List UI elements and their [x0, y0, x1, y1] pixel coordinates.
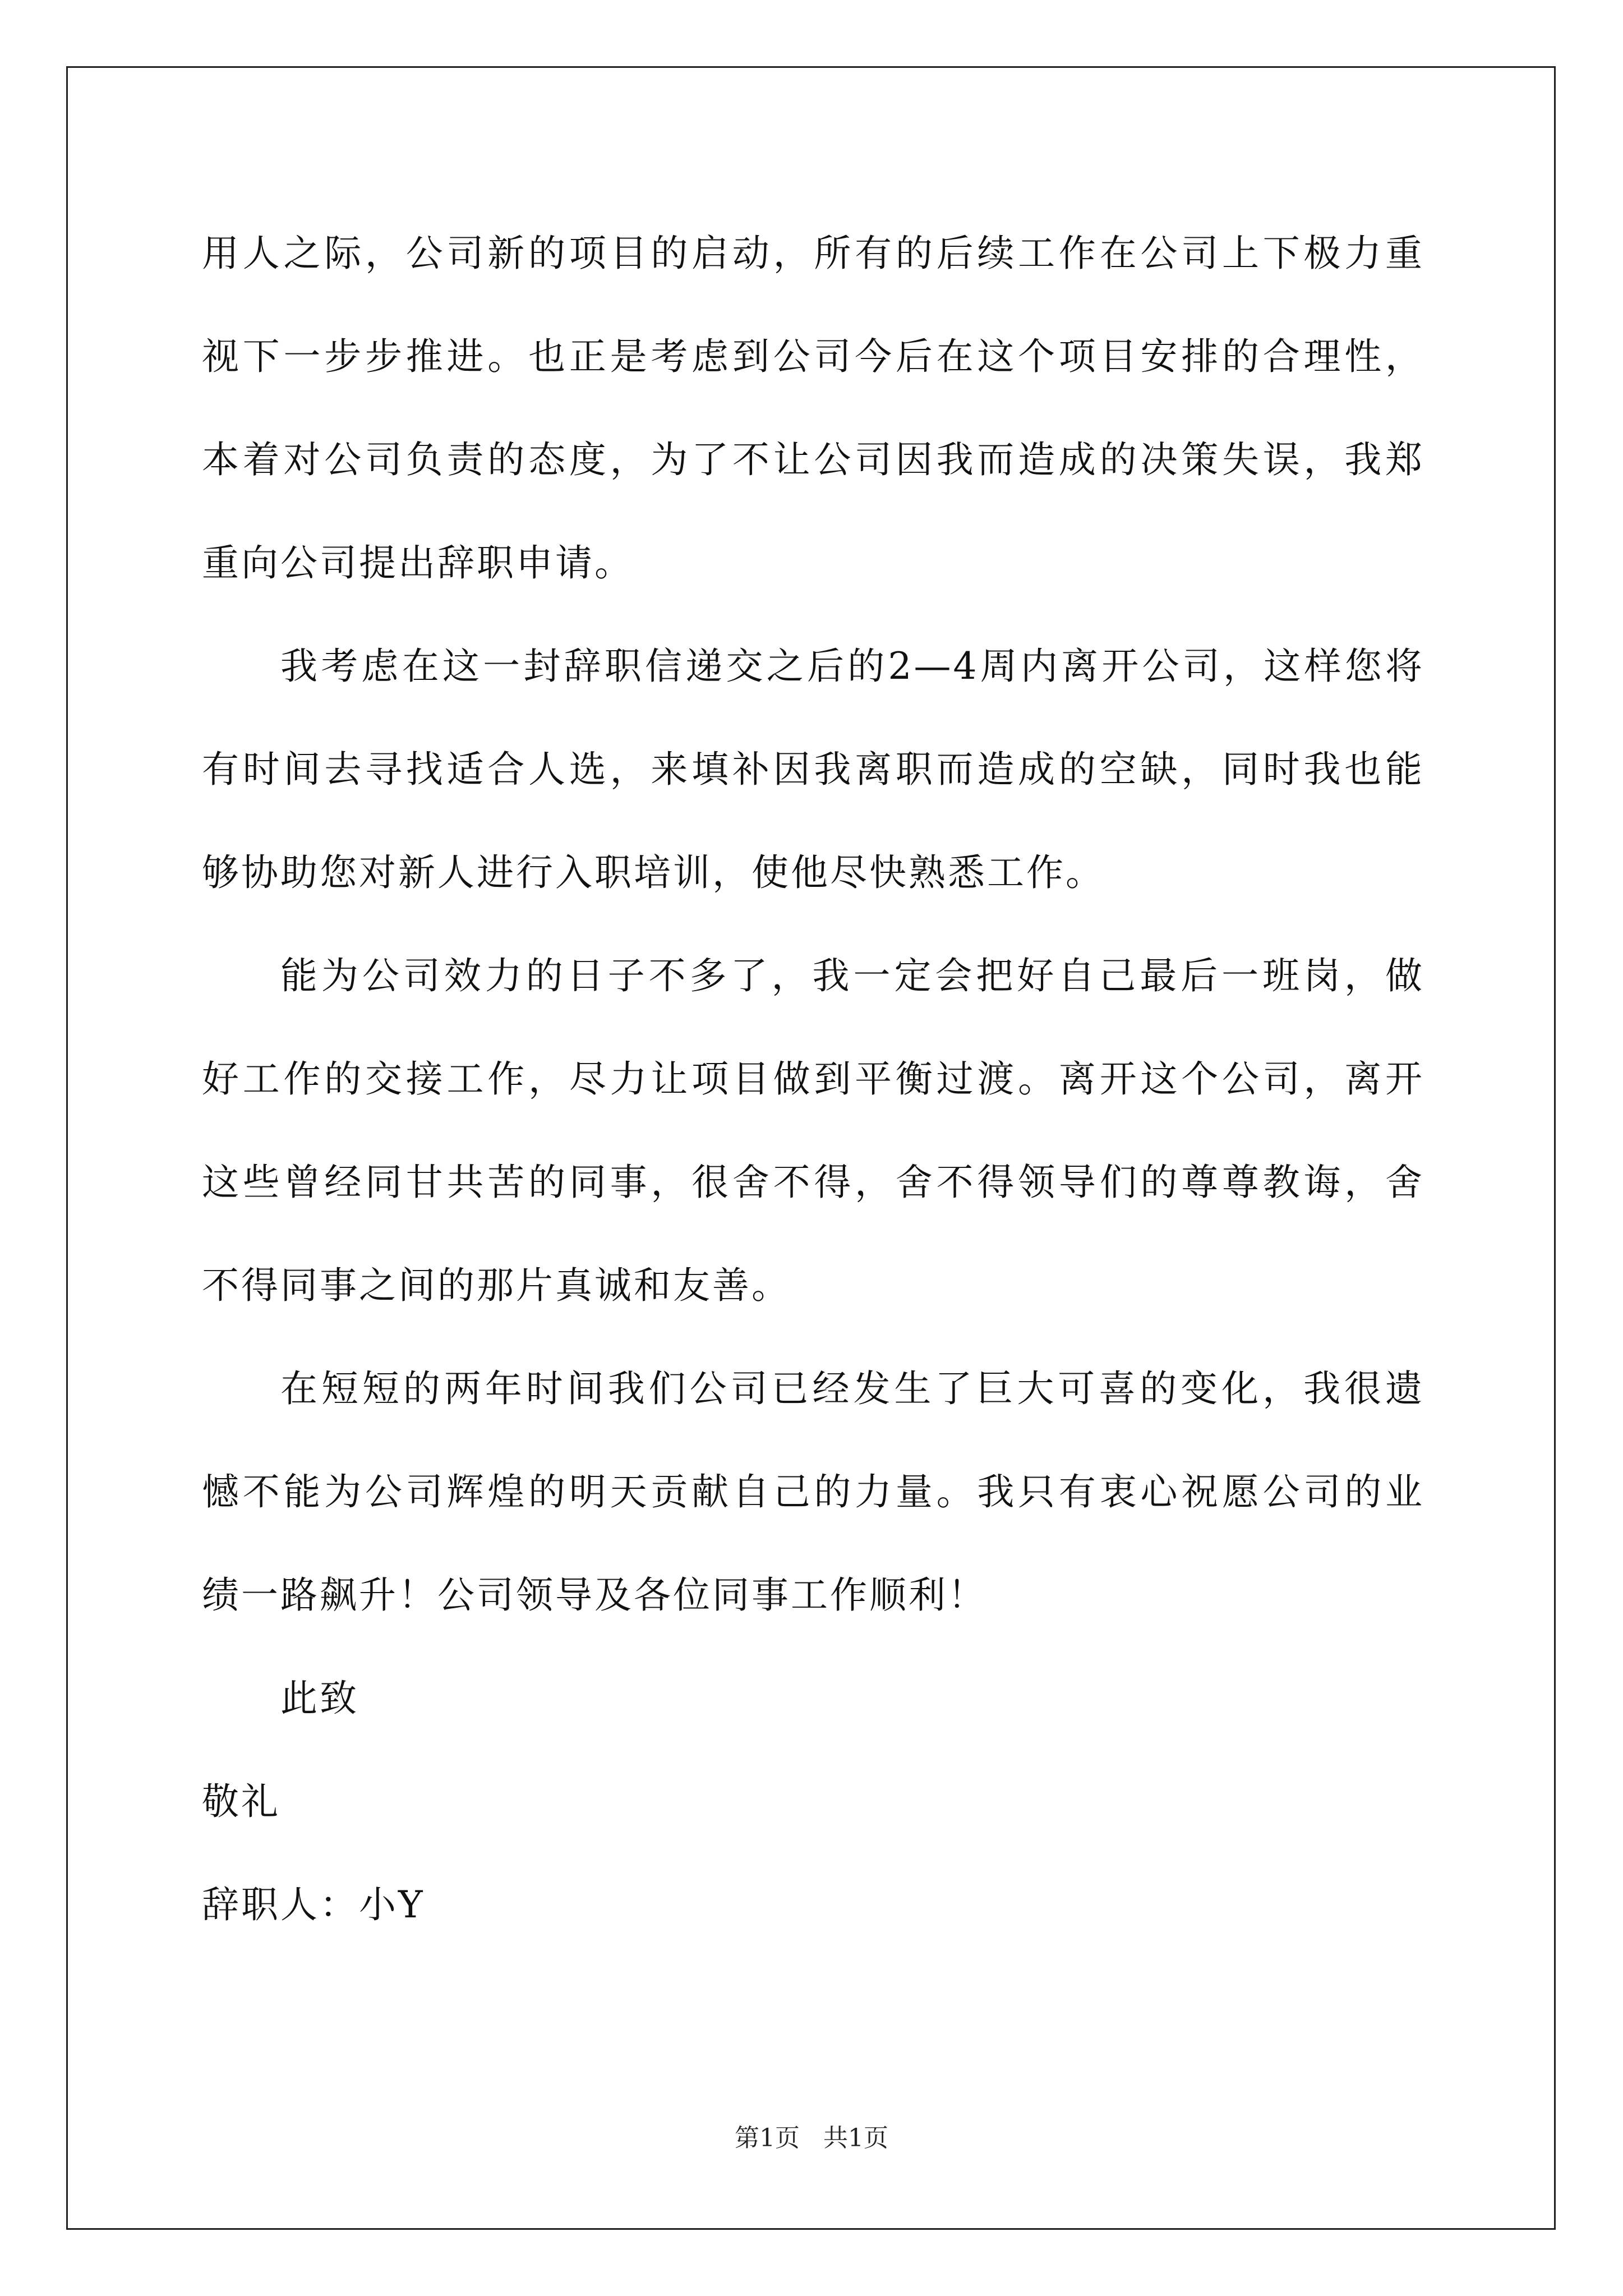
text-line: 有时间去寻找适合人选，来填补因我离职而造成的空缺，同时我也能 [202, 748, 1424, 791]
closing-salutation: 此致 [280, 1677, 359, 1720]
text-line: 不得同事之间的那片真诚和友善。 [202, 1264, 791, 1307]
text-line: 本着对公司负责的态度，为了不让公司因我而造成的决策失误，我郑 [202, 438, 1424, 481]
text-line: 好工作的交接工作，尽力让项目做到平衡过渡。离开这个公司，离开 [202, 1057, 1424, 1101]
text-line: 憾不能为公司辉煌的明天贡献自己的力量。我只有衷心祝愿公司的业 [202, 1470, 1424, 1513]
text-line: 能为公司效力的日子不多了，我一定会把好自己最后一班岗，做 [280, 954, 1424, 997]
signature-line: 辞职人：小Y [202, 1883, 425, 1926]
text-line: 我考虑在这一封辞职信递交之后的2—4周内离开公司，这样您将 [280, 645, 1424, 688]
document-body [202, 202, 1424, 1957]
text-line: 视下一步步推进。也正是考虑到公司今后在这个项目安排的合理性， [202, 335, 1424, 378]
page-number-footer: 第1页 共1页 [735, 2124, 888, 2152]
text-line: 绩一路飙升！公司领导及各位同事工作顺利！ [202, 1573, 987, 1617]
text-line: 重向公司提出辞职申请。 [202, 541, 634, 585]
text-line: 用人之际，公司新的项目的启动，所有的后续工作在公司上下极力重 [202, 232, 1424, 275]
text-line: 够协助您对新人进行入职培训，使他尽快熟悉工作。 [202, 851, 1105, 894]
closing-regards: 敬礼 [202, 1780, 280, 1823]
text-line: 这些曾经同甘共苦的同事，很舍不得，舍不得领导们的尊尊教诲，舍 [202, 1161, 1424, 1204]
text-line: 在短短的两年时间我们公司已经发生了巨大可喜的变化，我很遗 [280, 1367, 1424, 1410]
